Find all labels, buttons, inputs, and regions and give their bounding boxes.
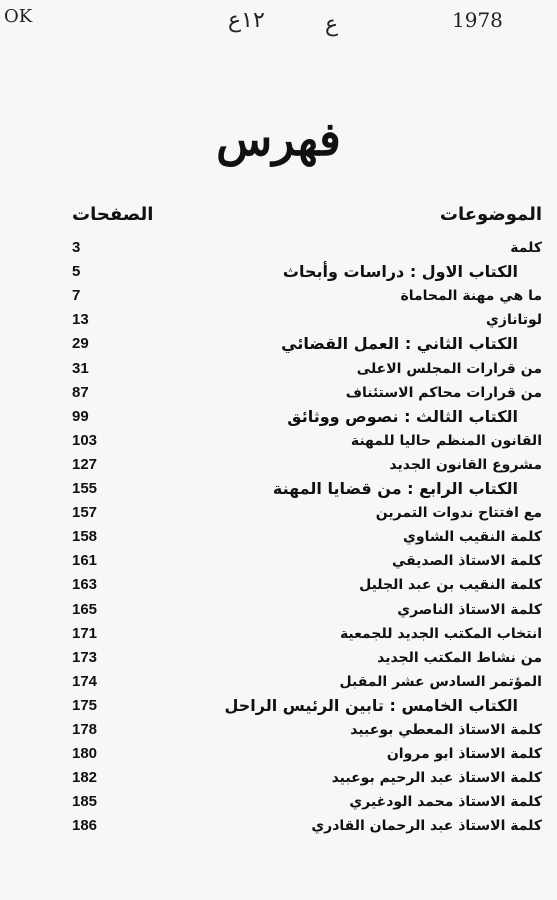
dot-leader	[112, 453, 381, 477]
dot-leader	[112, 598, 389, 622]
toc-page-number: 185	[72, 793, 98, 811]
toc-page-number: 7	[72, 287, 81, 305]
toc-entry	[72, 766, 542, 790]
dot-leader	[112, 429, 343, 453]
handwritten-letter-note: ع	[325, 12, 339, 37]
dot-leader	[112, 670, 331, 694]
toc-entry-title: من قرارات محاكم الاستئناف	[345, 384, 542, 401]
toc-entry-title: الكتاب الاول : دراسات وأبحاث	[282, 262, 518, 282]
dot-leader	[112, 573, 351, 597]
toc-page-number: 103	[72, 431, 98, 449]
toc-entry-title: الكتاب الثاني : العمل القضائي	[281, 334, 518, 354]
toc-entry	[72, 260, 542, 284]
dot-leader	[112, 477, 265, 501]
toc-entry	[72, 694, 542, 718]
toc-entry	[72, 405, 542, 429]
dot-leader	[112, 742, 379, 766]
dot-leader	[112, 766, 324, 790]
handwritten-ok-note: OK	[4, 6, 33, 27]
toc-page-number: 178	[72, 721, 98, 738]
toc-page-number: 158	[72, 528, 98, 546]
toc-page-number: 5	[72, 263, 81, 281]
toc-entry	[72, 718, 542, 742]
toc-entry-title: الكتاب الرابع : من قضايا المهنة	[272, 479, 518, 498]
toc-page-number: 99	[72, 407, 89, 425]
toc-page-number: 127	[72, 455, 98, 473]
column-headers	[72, 204, 542, 232]
toc-entry	[72, 598, 542, 622]
toc-entry	[72, 646, 542, 670]
toc-page-number: 157	[72, 504, 98, 522]
toc-page-number: 13	[72, 311, 89, 329]
toc-entry-title: ما هي مهنة المحاماة	[400, 288, 542, 305]
dot-leader	[112, 308, 478, 332]
dot-leader	[112, 790, 341, 814]
dot-leader	[112, 236, 502, 260]
toc-entry	[72, 549, 542, 573]
toc-page-number: 29	[72, 335, 89, 353]
toc-entry-title: كلمة الاستاذ الناصري	[397, 601, 542, 618]
toc-entry-title: كلمة الاستاذ عبد الرحمان القادري	[311, 818, 542, 835]
toc-entry	[72, 236, 542, 260]
toc-entry-title: كلمة الاستاذ المعطي بوعبيد	[350, 722, 542, 738]
toc-entry-title: من نشاط المكتب الجديد	[377, 649, 542, 666]
toc-entry	[72, 670, 542, 694]
toc-page-number: 3	[72, 239, 81, 256]
toc-entry-title: مشروع القانون الجديد	[389, 456, 542, 473]
toc-entry-title: من قرارات المجلس الاعلى	[356, 360, 542, 377]
toc-entry	[72, 332, 542, 356]
dot-leader	[112, 260, 275, 284]
toc-entry	[72, 429, 542, 453]
toc-entry-title: كلمة الاستاذ محمد الودغيري	[349, 794, 542, 811]
toc-entry-title: لوتانازي	[486, 312, 542, 329]
toc-entry-title: كلمة الاستاذ الصديقي	[391, 553, 542, 570]
toc-entry	[72, 284, 542, 308]
dot-leader	[112, 694, 216, 718]
dot-leader	[112, 525, 395, 549]
toc-page-number: 180	[72, 745, 98, 763]
toc-entry	[72, 622, 542, 646]
toc-entry-title: انتخاب المكتب الجديد للجمعية	[339, 625, 542, 642]
toc-entry-title: كلمة النقيب بن عبد الجليل	[359, 577, 542, 594]
toc-page-number: 163	[72, 576, 98, 594]
toc-entry-title: القانون المنظم حاليا للمهنة	[350, 432, 542, 449]
toc-entry	[72, 501, 542, 525]
toc-page-number: 87	[72, 383, 89, 401]
toc-entry	[72, 357, 542, 381]
toc-page-number: 171	[72, 624, 98, 642]
toc-entry-title: كلمة الاستاذ ابو مروان	[386, 746, 542, 763]
page-title: فهرس	[216, 112, 341, 166]
toc-entry	[72, 573, 542, 597]
topics-column-header: الموضوعات	[439, 204, 542, 225]
pages-column-header: الصفحات	[72, 204, 154, 225]
toc-page-number: 31	[72, 359, 89, 377]
toc-page-number: 174	[72, 672, 98, 690]
toc-entry-title: المؤتمر السادس عشر المقبل	[339, 673, 542, 690]
toc-entry	[72, 742, 542, 766]
dot-leader	[112, 646, 369, 670]
toc-entry-title: مع افتتاح ندوات التمرين	[375, 505, 542, 522]
toc-page-number: 161	[72, 552, 98, 570]
toc-page-number: 173	[72, 648, 98, 666]
toc-entry-title: الكتاب الخامس : تابين الرئيس الراحل	[224, 695, 518, 715]
dot-leader	[112, 622, 332, 646]
dot-leader	[112, 814, 303, 838]
toc-entry-title: كلمة النقيب الشاوي	[403, 529, 542, 546]
dot-leader	[112, 549, 384, 573]
toc-page-number: 182	[72, 769, 98, 787]
toc-entry	[72, 308, 542, 332]
dot-leader	[112, 405, 279, 429]
toc-page-number: 165	[72, 600, 98, 618]
toc-entry-title: كلمة	[510, 240, 542, 256]
toc-entry	[72, 814, 542, 838]
handwritten-code-note: ١٢ع	[228, 8, 265, 33]
toc-entry	[72, 381, 542, 405]
dot-leader	[112, 357, 349, 381]
toc-entry	[72, 453, 542, 477]
dot-leader	[112, 381, 338, 405]
dot-leader	[112, 501, 368, 525]
dot-leader	[112, 332, 273, 356]
toc-entry-title: الكتاب الثالث : نصوص ووثائق	[287, 406, 518, 426]
handwritten-year-note: 1978	[452, 8, 503, 32]
toc-entry-title: كلمة الاستاذ عبد الرحيم بوعبيد	[331, 770, 542, 787]
toc-entry	[72, 477, 542, 501]
toc-entry	[72, 525, 542, 549]
dot-leader	[112, 284, 392, 308]
toc-page-number: 175	[72, 696, 98, 714]
toc-entry	[72, 790, 542, 814]
dot-leader	[112, 718, 342, 742]
toc-page-number: 155	[72, 480, 98, 497]
toc-page-number: 186	[72, 817, 98, 835]
